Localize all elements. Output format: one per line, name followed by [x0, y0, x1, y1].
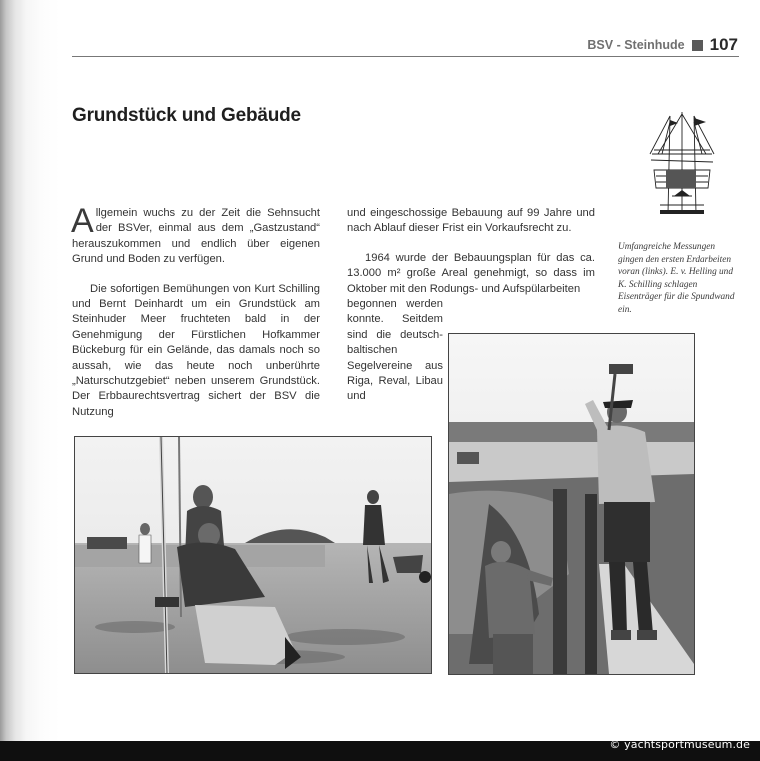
page-number: 107 — [709, 35, 738, 54]
running-head — [587, 35, 738, 55]
dropcap-letter: A — [71, 202, 94, 240]
page-title: Grundstück und Gebäude — [72, 105, 301, 126]
photo-driving-steel-beams — [448, 333, 695, 675]
paragraph-4-wrapped: begonnen werden konnte. Seitdem sind die deutsch-baltischen Segelvereine aus Riga, Reval, Libau und — [347, 298, 443, 403]
paragraph-1 — [71, 202, 320, 268]
watermark: © yachtsportmuseum.de — [609, 738, 750, 751]
running-head-section: BSV - Steinhude — [587, 38, 685, 52]
header-rule — [72, 56, 739, 57]
paragraph-3: und eingeschossige Bebauung auf 99 Jahre und nach Ablauf dieser Frist ein Vorkaufsrecht zu. — [347, 207, 595, 235]
paragraph-1-text: llgemein wuchs zu der Zeit die Sehnsucht der BSVer, einmal aus dem „Gastzustand“ herauszukommen und endlich über eigenen Grund und Boden zu verfügen. — [72, 207, 320, 266]
book-gutter-shadow — [0, 0, 26, 741]
text-column-1 — [71, 202, 320, 420]
paragraph-2: Die sofortigen Bemühungen von Kurt Schilling und Bernt Deinhardt um ein Grundstück am Steinhuder Meer fruchteten bald in der Genehmigung der Fürstlichen Hofkammer Bückeburg für ein Gelände, das damals noch so aussah, wie das heute noch unberührte „Naturschutzgebiet“ neben unserem Grundstück. Der Erbbaurechtsvertrag sichert der BSV die Nutzung — [72, 282, 320, 418]
photo-caption: Umfangreiche Messungen gingen den ersten Erdarbeiten voran (links). E. v. Helling und K. Schilling schlagen Eisenträger für die Spundwand ein. — [618, 242, 735, 315]
photo-surveying — [74, 436, 432, 674]
running-head-square-icon — [692, 40, 703, 51]
ship-sketch-illustration — [648, 110, 716, 218]
paragraph-4: 1964 wurde der Bebauungsplan für das ca. 13.000 m² große Areal genehmigt, so dass im Oktober mit den Rodungs- und Aufspülarbeiten — [347, 251, 595, 295]
